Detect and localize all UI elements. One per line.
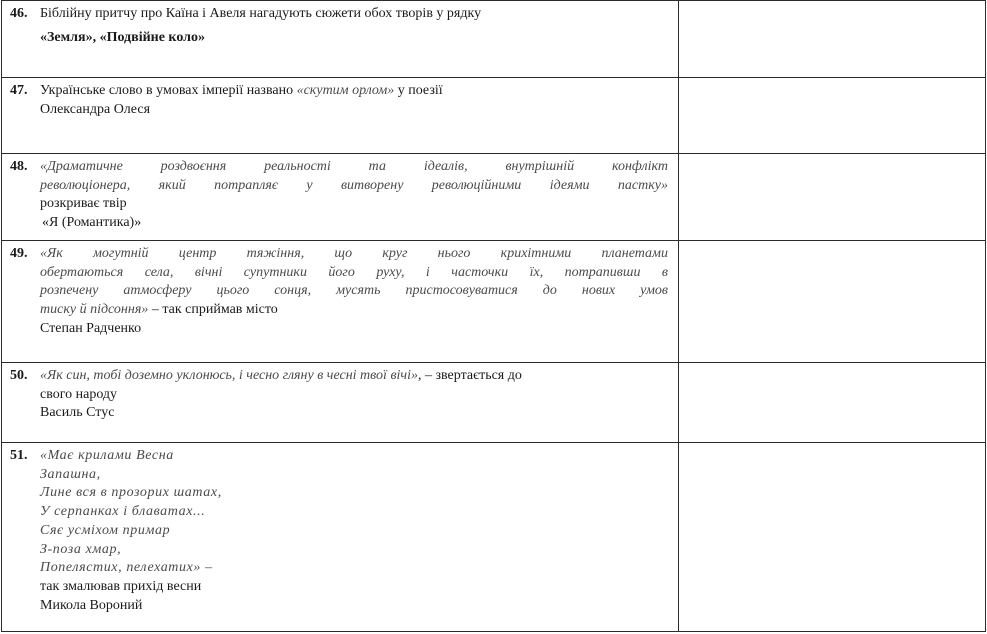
- questions-table: [1, 0, 986, 632]
- answer-cell-48[interactable]: [679, 154, 986, 241]
- poem-line: «Має крилами Весна: [40, 448, 174, 463]
- answer-cell-51[interactable]: [679, 443, 986, 632]
- poem-line: З-поза хмар,: [40, 541, 122, 557]
- question-quote: тиску й підсоння»: [40, 302, 149, 318]
- question-cell: [2, 363, 679, 443]
- answer-cell-50[interactable]: [679, 363, 986, 443]
- question-cell: [2, 443, 679, 632]
- question-number: 46.: [10, 6, 28, 21]
- question-cell: [2, 1, 679, 78]
- poem-line: Попелястих, пелехатих» –: [40, 560, 213, 576]
- question-option: Василь Стус: [40, 405, 115, 421]
- question-number: 49.: [10, 246, 28, 261]
- question-number: 51.: [10, 448, 28, 463]
- question-row-49: [2, 241, 986, 363]
- question-text: розкриває твір: [40, 196, 127, 212]
- question-text-part: , – звертається до: [417, 368, 522, 383]
- question-cell: [2, 241, 679, 363]
- question-text-part: – так сприймав місто: [148, 302, 278, 318]
- question-quote: «Драматичне роздвоєння реальності та ідеалів, внутрішній конфлікт: [40, 159, 668, 174]
- poem-line: Лине вся в прозорих шатах,: [40, 485, 222, 501]
- question-row-48: [2, 154, 986, 241]
- question-row-46: [2, 1, 986, 78]
- question-text-part: у поезії: [394, 83, 443, 98]
- question-number: 47.: [10, 83, 28, 98]
- question-quote: розпечену атмосферу цього сонця, мусять пристосовуватися до нових умов: [40, 283, 668, 299]
- question-text: [40, 367, 668, 386]
- question-option: «Земля», «Подвійне коло»: [40, 29, 205, 45]
- question-text: [40, 301, 668, 320]
- question-option: Микола Вороний: [40, 597, 143, 613]
- question-text-part: Українське слово в умовах імперії названо: [40, 83, 297, 98]
- question-text: Біблійну притчу про Каїна і Авеля нагадують сюжети обох творів у рядку: [40, 6, 482, 21]
- question-row-50: [2, 363, 986, 443]
- question-number: 48.: [10, 159, 28, 174]
- question-number: 50.: [10, 368, 28, 383]
- question-quote: обертаються села, вічні супутники його руху, і часточки їх, потрапивши в: [40, 264, 668, 280]
- question-quote: «Як син, тобі доземно уклонюсь, і чесно гляну в чесні твої вічі»: [40, 368, 418, 383]
- question-text: [40, 82, 668, 101]
- question-cell: [2, 154, 679, 241]
- question-row-47: [2, 78, 986, 154]
- question-row-51: [2, 443, 986, 632]
- question-option: Олександра Олеся: [40, 101, 151, 117]
- answer-cell-46[interactable]: [679, 1, 986, 78]
- question-option: Степан Радченко: [40, 320, 142, 336]
- question-text: так змалював прихід весни: [40, 578, 202, 594]
- question-quote: «скутим орлом»: [296, 83, 395, 98]
- question-quote: «Як могутній центр тяжіння, що круг нього крихітними планетами: [40, 246, 668, 261]
- question-text: свого народу: [40, 386, 118, 402]
- poem-line: У серпанках і блаватах...: [40, 504, 206, 520]
- question-quote: революціонера, який потрапляє у витворену революційними ідеями пастку»: [40, 177, 668, 193]
- poem-line: Запашна,: [40, 466, 101, 482]
- answer-cell-47[interactable]: [679, 78, 986, 154]
- poem-line: Сяє усміхом примар: [40, 522, 171, 538]
- answer-cell-49[interactable]: [679, 241, 986, 363]
- question-cell: [2, 78, 679, 154]
- question-option: «Я (Романтика)»: [42, 215, 142, 231]
